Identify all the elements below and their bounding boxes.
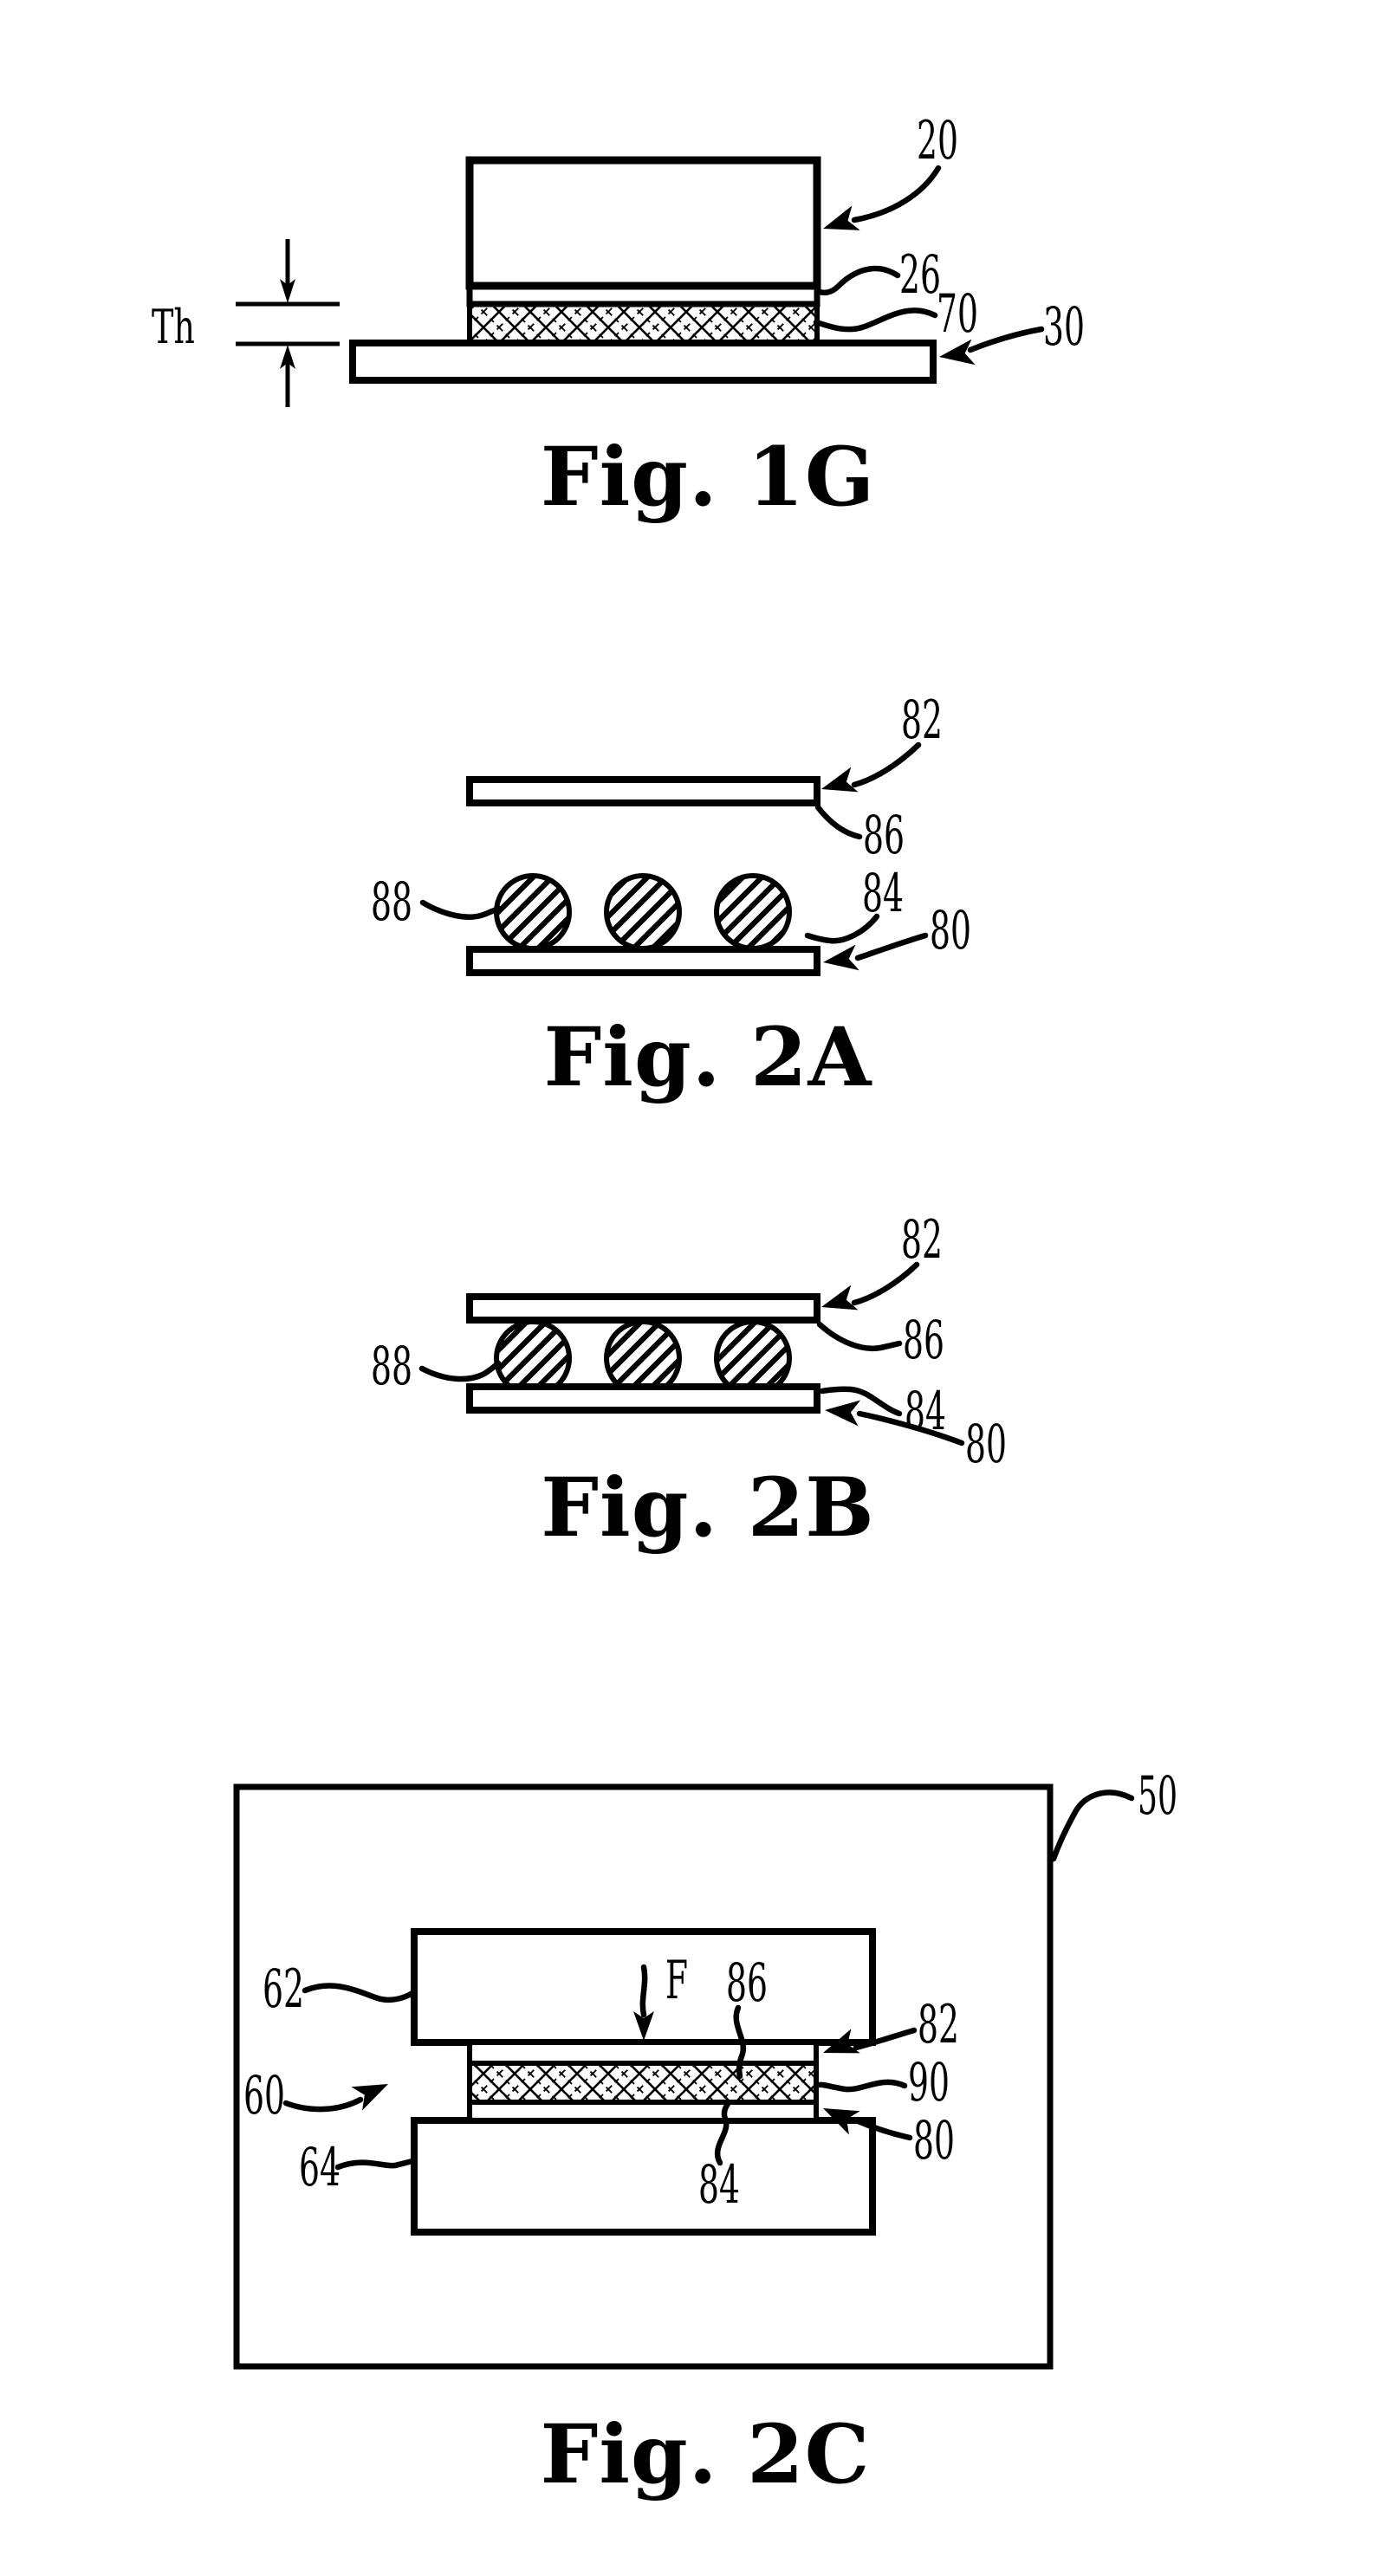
- arrowhead-20-icon: [819, 205, 859, 241]
- caption-fig-2a: Fig. 2A: [543, 1010, 872, 1105]
- leader-88: [423, 903, 499, 917]
- adhesive-90-rect: [470, 2063, 816, 2102]
- label-plate-80: 80: [913, 2110, 955, 2171]
- arrowhead-80-icon: [824, 1397, 860, 1426]
- leader-30: [970, 329, 1041, 350]
- caption-fig-2c: Fig. 2C: [540, 2407, 871, 2502]
- label-surface-84: 84: [698, 2154, 740, 2216]
- label-surface-84: 84: [905, 1381, 946, 1442]
- label-surface-84: 84: [862, 863, 904, 924]
- label-spacers-88: 88: [371, 871, 412, 933]
- label-die-20: 20: [917, 110, 958, 172]
- spacer-ball-1: [496, 876, 569, 948]
- label-plate-80: 80: [930, 900, 971, 961]
- label-surface-86: 86: [863, 805, 905, 866]
- leader-80: [858, 935, 925, 958]
- leader-20: [854, 168, 938, 220]
- label-adhesive-90: 90: [908, 2052, 950, 2113]
- label-press-50: 50: [1138, 1765, 1177, 1827]
- bottom-plate-80-rect: [470, 2102, 816, 2120]
- label-thickness: Th: [152, 300, 195, 354]
- caption-fig-2b: Fig. 2B: [541, 1460, 875, 1556]
- label-layer-26: 26: [899, 244, 941, 306]
- spacer-ball-3: [717, 876, 789, 948]
- label-platen-64: 64: [299, 2137, 341, 2198]
- spacer-ball-2: [606, 876, 679, 948]
- adhesive-70-rect: [470, 304, 817, 343]
- label-plate-80: 80: [965, 1414, 1007, 1475]
- label-stack-60: 60: [243, 2065, 285, 2126]
- label-plate-82: 82: [901, 1209, 943, 1271]
- die-20-rect: [470, 160, 817, 286]
- label-plate-82: 82: [901, 689, 943, 751]
- bottom-plate-80-rect: [470, 1387, 817, 1410]
- label-force-f: F: [665, 1950, 688, 2011]
- arrowhead-80-icon: [821, 945, 859, 975]
- label-spacers-88: 88: [371, 1336, 412, 1397]
- label-surface-86: 86: [726, 1952, 768, 2014]
- leader-86: [820, 1324, 899, 1349]
- label-adhesive-70: 70: [937, 283, 978, 345]
- label-substrate-30: 30: [1043, 296, 1085, 358]
- top-plate-82-rect: [470, 2042, 816, 2063]
- force-arrow-line: [643, 1967, 645, 2015]
- bottom-plate-80-rect: [470, 949, 817, 973]
- leader-50: [1054, 1792, 1132, 1859]
- label-plate-82: 82: [918, 1994, 959, 2055]
- substrate-30-rect: [353, 343, 933, 380]
- figure-2b: [371, 1209, 1007, 1556]
- top-plate-82-rect: [470, 780, 817, 803]
- label-surface-86: 86: [903, 1310, 944, 1371]
- lower-platen-64-rect: [414, 2120, 872, 2232]
- figure-2c: [237, 1765, 1177, 2502]
- leader-64: [338, 2161, 412, 2167]
- leader-88: [422, 1363, 498, 1379]
- leader-86: [818, 807, 859, 837]
- leader-26: [819, 269, 898, 293]
- figure-2a: [371, 689, 971, 1105]
- leader-70: [816, 310, 935, 329]
- figure-1g: [152, 110, 1085, 525]
- caption-fig-1g: Fig. 1G: [540, 430, 876, 525]
- label-platen-62: 62: [263, 1958, 304, 2020]
- top-plate-82-rect: [470, 1297, 817, 1320]
